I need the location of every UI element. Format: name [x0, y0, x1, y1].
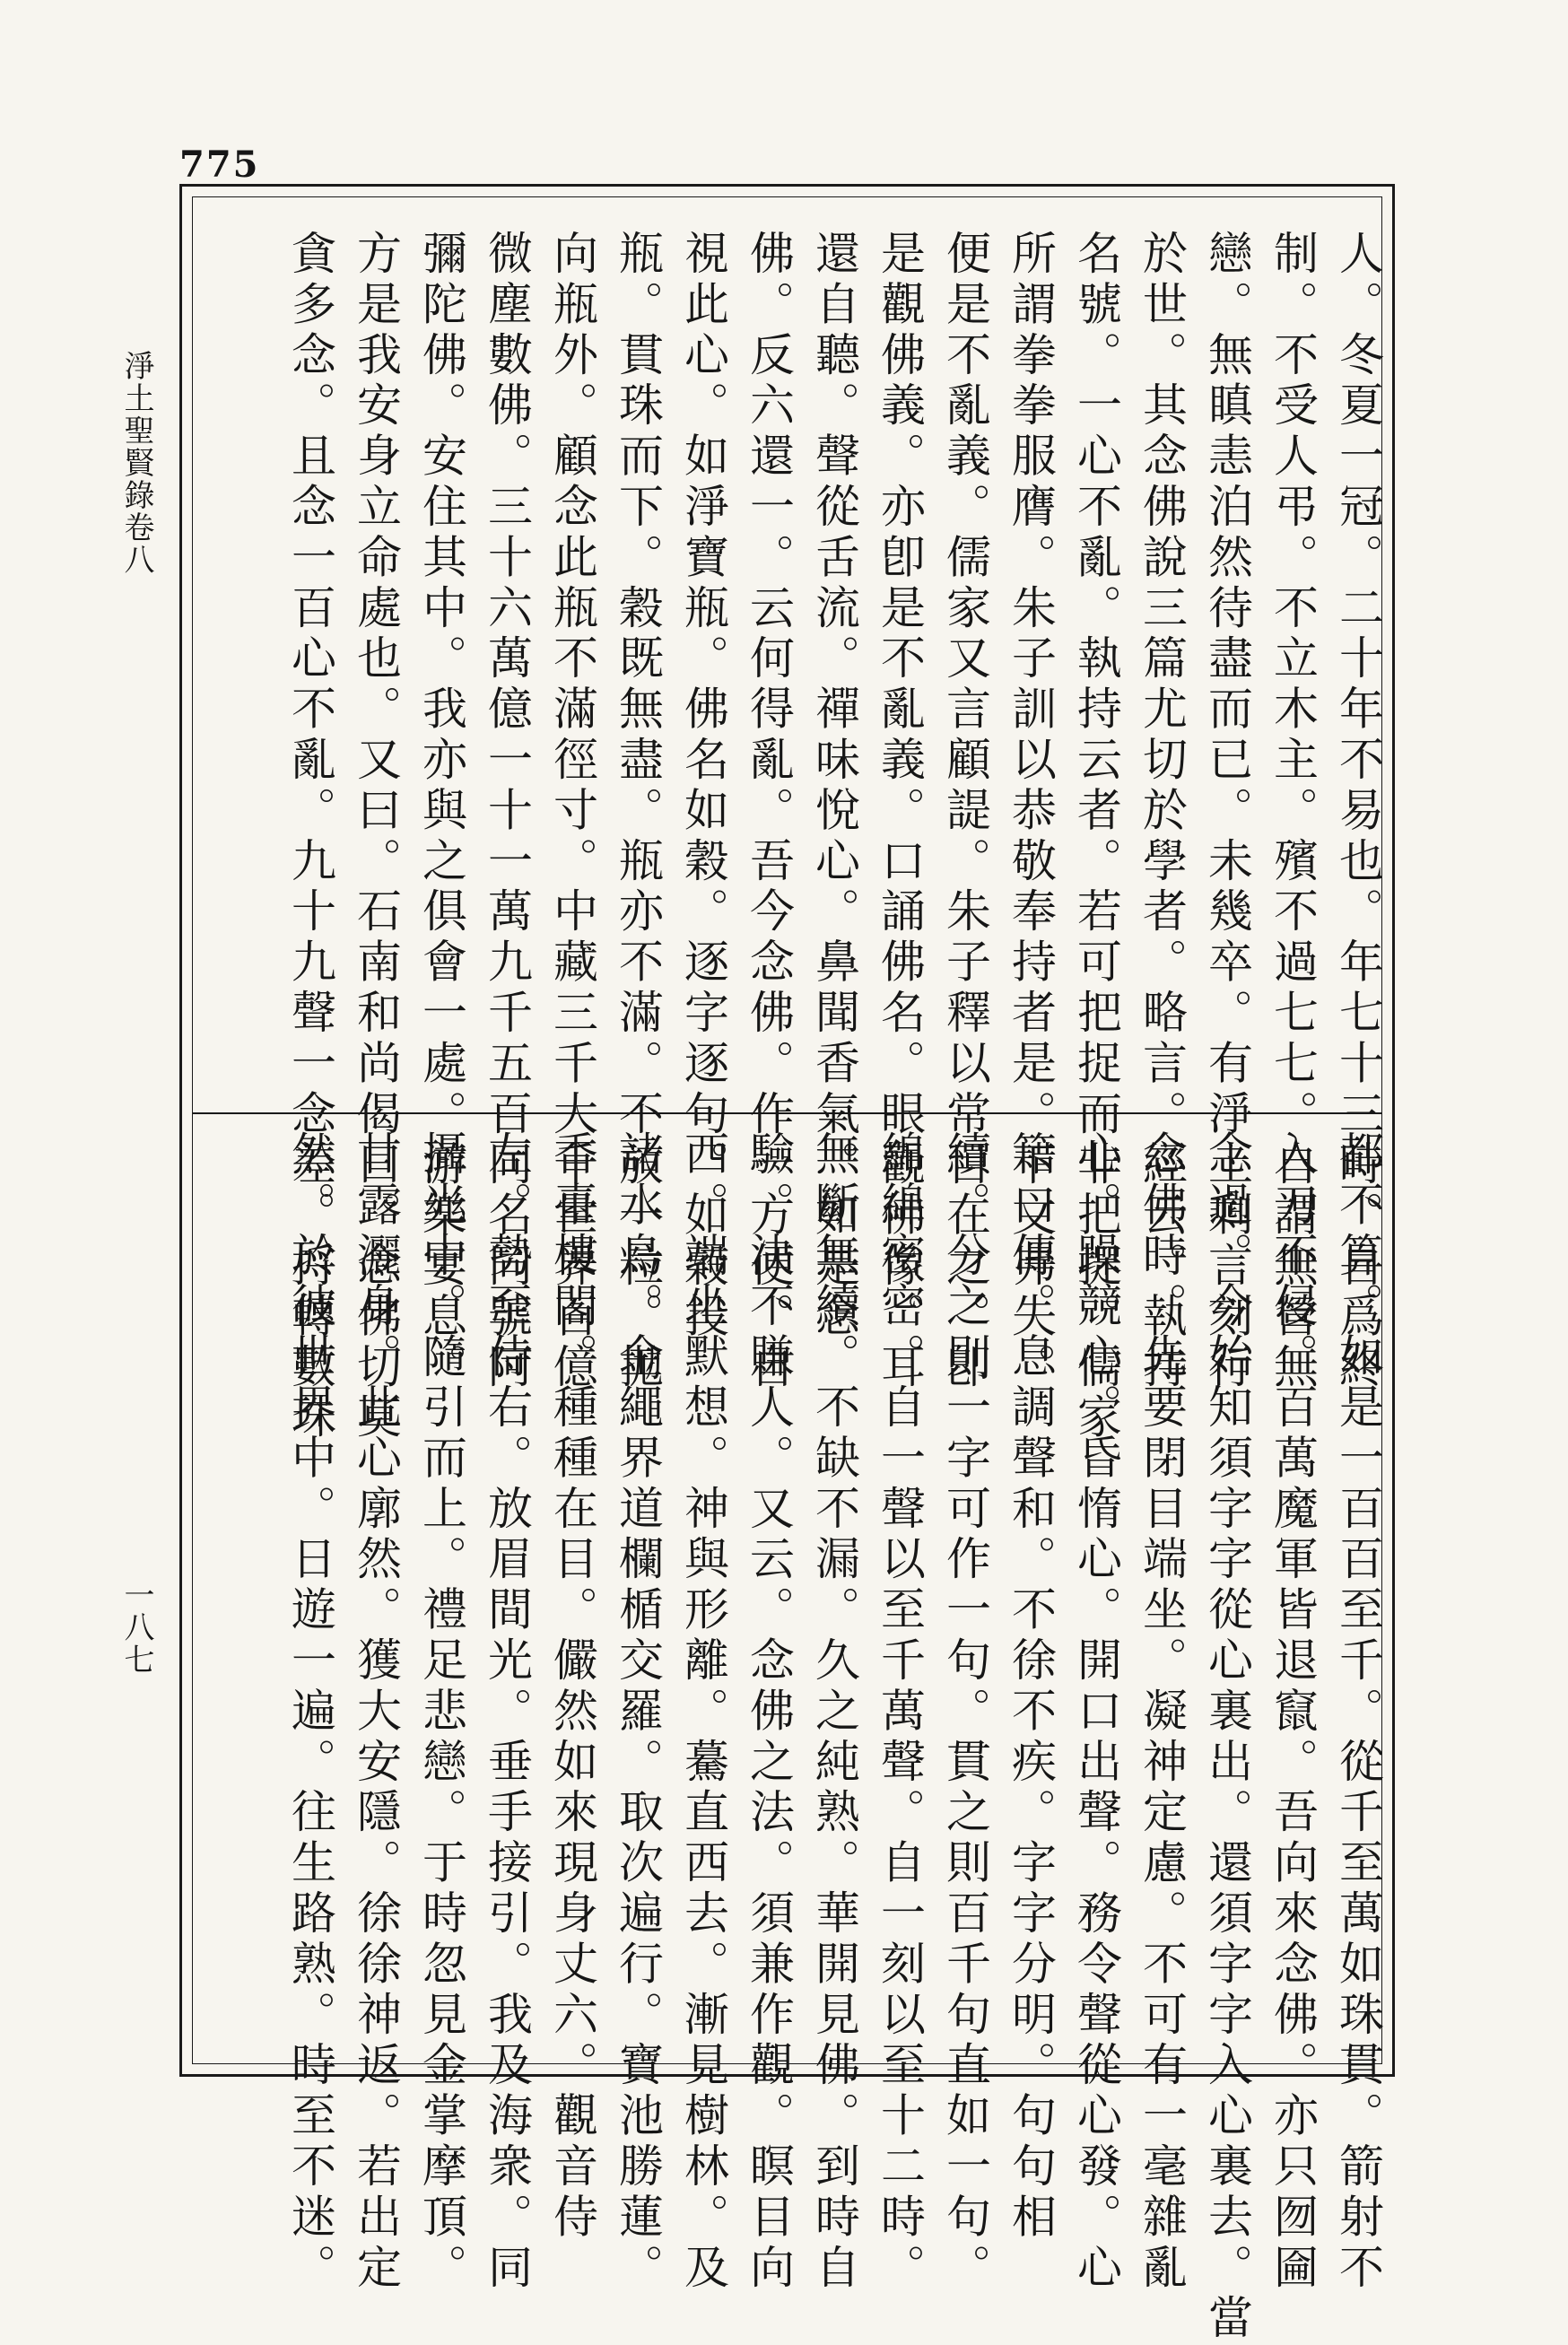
text-column: 還自聽。聲從舌流。禪味悅心。鼻聞香氣。如是念 — [808, 230, 860, 1343]
text-column: 是觀佛義。亦卽是不亂義。口誦佛名。眼觀佛像。耳 — [874, 230, 926, 1394]
text-column: 所謂拳拳服膺。朱子訓以恭敬奉持者是。下文弗失。 — [1005, 230, 1057, 1394]
text-column: 瓶。貫珠而下。穀既無盡。瓶亦不滿。不放一粒。拋 — [612, 230, 664, 1394]
text-column: 名號。一心不亂。執持云者。若可把捉而非把捉。儒家 — [1070, 230, 1122, 1444]
text-column: 諸水鳥。金繩界道欄楯交羅。取次遍行。寶池勝蓮。 — [612, 1130, 664, 2295]
text-column: 都不算。如是一百百至千。從千至萬如珠貫。箭射不 — [1332, 1130, 1384, 2295]
text-column: 無斷無續。不缺不漏。久之純熟。華開見佛。到時自 — [808, 1130, 860, 2295]
text-column: 佛。反六還一。云何得亂。吾今念佛。作一方便。自 — [743, 230, 795, 1394]
text-column: 視此心。如淨寶瓶。佛名如穀。逐字逐句。如穀投 — [677, 230, 729, 1343]
text-column: 綿綿密密。自一聲以至千萬聲。自一刻以至十二時。 — [874, 1130, 926, 2295]
text-column: 向瓶外。顧念此瓶不滿徑寸。中藏三千大千世界百億 — [546, 230, 598, 1394]
text-column: 甘露灑身。此心廓然。獲大安隱。徐徐神返。若出定 — [350, 1130, 402, 2295]
text-column: 於世。其念佛說三篇尤切於學者。略言。經云。執持 — [1136, 230, 1188, 1394]
text-column: 入刀不侵。百萬魔軍皆退竄。吾向來念佛。亦只囫圇 — [1267, 1130, 1319, 2295]
text-column: 貪多念。且念一百心不亂。九十九聲一念差。捋轉數珠 — [284, 230, 336, 1444]
text-column: 人。冬夏一冠。二十年不易也。年七十三時。自爲終 — [1332, 230, 1384, 1394]
text-column: 微塵數佛。三十六萬億一十一萬九千五百同名同號阿 — [481, 230, 533, 1394]
text-column: 念佛時。先要閉目端坐。凝神定慮。不可有一毫雜亂 — [1136, 1130, 1188, 2295]
text-column: 念過。今始知須字字從心裏出。還須字字入心裏去。當 — [1201, 1130, 1253, 2345]
page-number: 775 — [179, 144, 260, 186]
text-column: 左。勢至侍右。放眉間光。垂手接引。我及海衆。同 — [481, 1130, 533, 2295]
text-column: 彌陀佛。安住其中。我亦與之俱會一處。游樂宴息。 — [415, 230, 467, 1394]
text-column: 西。端坐默想。神與形離。驀直西去。漸見樹林。及 — [677, 1130, 729, 2295]
text-column: 續。分之則一字可作一句。貫之則百千句直如一句。 — [939, 1130, 991, 2295]
text-column: 香臺樓閣。種種在目。儼然如來現身丈六。觀音侍 — [546, 1130, 598, 2244]
text-column: 然。於彼世界中。日遊一遍。往生路熟。時至不迷。 — [284, 1130, 336, 2295]
folio-number-margin: 一八七 — [118, 1579, 154, 1676]
upper-text-block — [192, 230, 1384, 1444]
text-column: 制。不受人弔。不立木主。殯不過七七。自謂無營無 — [1267, 230, 1319, 1394]
text-column: 攝光中。隨引而上。禮足悲戀。于時忽見金掌摩頂。 — [415, 1130, 467, 2295]
text-column: 便是不亂義。儒家又言顧諟。朱子釋以常目在之。卽 — [939, 230, 991, 1394]
text-column: 心。躁競心。昏惰心。開口出聲。務令聲從心發。心 — [1070, 1130, 1122, 2295]
text-column: 戀。無瞋恚泊然待盡而已。未幾卒。有淨土剩言刻行 — [1201, 230, 1253, 1394]
lower-text-block — [192, 1130, 1384, 2345]
book-title-margin: 淨土聖賢錄卷八 — [118, 350, 154, 576]
text-column: 籍口傳。息調聲和。不徐不疾。字字分明。句句相 — [1005, 1130, 1057, 2244]
text-column: 方是我安身立命處也。又曰。石南和尚偈曰。念佛切莫 — [350, 230, 402, 1444]
text-column: 驗。決不賺人。又云。念佛之法。須兼作觀。瞑目向 — [743, 1130, 795, 2295]
